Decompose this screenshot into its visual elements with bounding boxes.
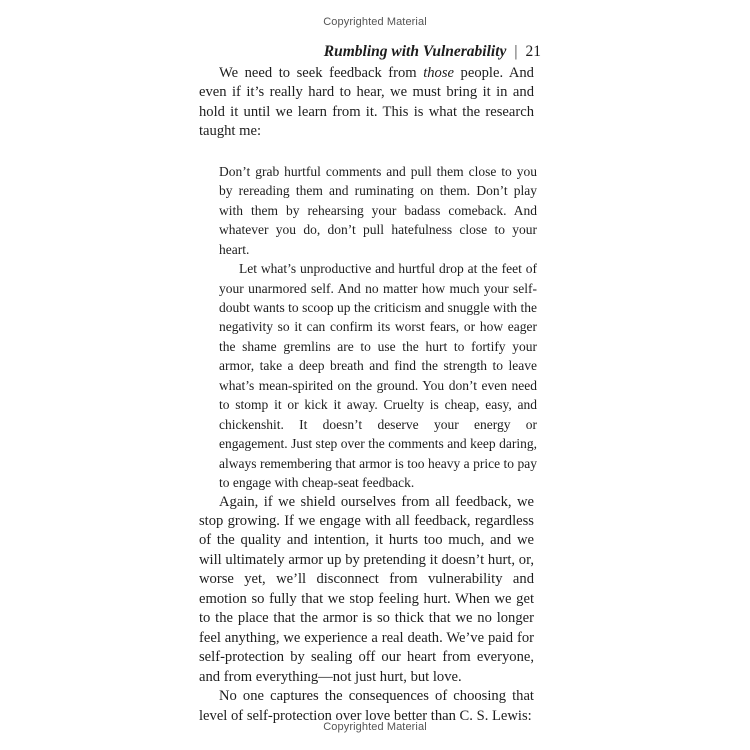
quote-paragraph-2: Let what’s unproductive and hurtful drop at the feet of your unarmored self. And no matter how much your self-doubt wants to scoop up the criticism and snuggle with the negativity so it can confirm its worst fears, or how eager the shame gremlins are to use the hurt to fortify your armor, take a deep breath and find the strength to leave what’s mean-spirited on the ground. You don’t even need to stomp it or kick it away. Cruelty is cheap, easy, and chickenshit. It doesn’t deserve your energy or engagement. Just step over the comments and keep daring, always remembering that armor is too heavy a price to pay to engage with cheap-seat feedback.	[219, 261, 537, 491]
body-paragraph-2: Again, if we shield ourselves from all feedback, we stop growing. If we engage with all feedback, regardless of the quality and intention, it hurts too much, and we will ultimately armor up by pretending it doesn’t hurt, or, worse yet, we’ll disconnect from vulnerability and emotion so fully that we stop feeling hurt. When we get to the place that the armor is so thick that we no longer feel anything, we experience a real death. We’ve paid for self-protection by sealing off our heart from everyone, and from everything—not just hurt, but love.	[199, 493, 534, 685]
header-separator: |	[514, 43, 518, 60]
page-body	[199, 64, 537, 726]
copyright-notice-bottom: Copyrighted Material	[323, 721, 427, 733]
block-quote	[219, 162, 537, 493]
chapter-title: Rumbling with Vulnerability	[323, 43, 507, 60]
emphasis-those: those	[423, 65, 455, 81]
copyright-notice-top: Copyrighted Material	[323, 16, 427, 28]
quote-paragraph-1: Don’t grab hurtful comments and pull them close to you by rereading them and ruminating on them. Don’t play with them by rehearsing your badass comeback. And whatever you do, don’t pull hatefulness close to your heart.	[219, 163, 537, 257]
body-paragraph-1	[199, 64, 534, 142]
page-number: 21	[525, 43, 541, 60]
running-head	[324, 43, 541, 61]
paragraph-1-text-a: We need to seek feedback from	[219, 65, 424, 81]
body-paragraph-3: No one captures the consequences of choosing that level of self-protection over love better than C. S. Lewis:	[199, 688, 534, 724]
paragraph-1-text-b: people. And even if it’s really hard to hear, we must bring it in and hold it until we learn from it. This is what the research taught me:	[199, 65, 534, 140]
